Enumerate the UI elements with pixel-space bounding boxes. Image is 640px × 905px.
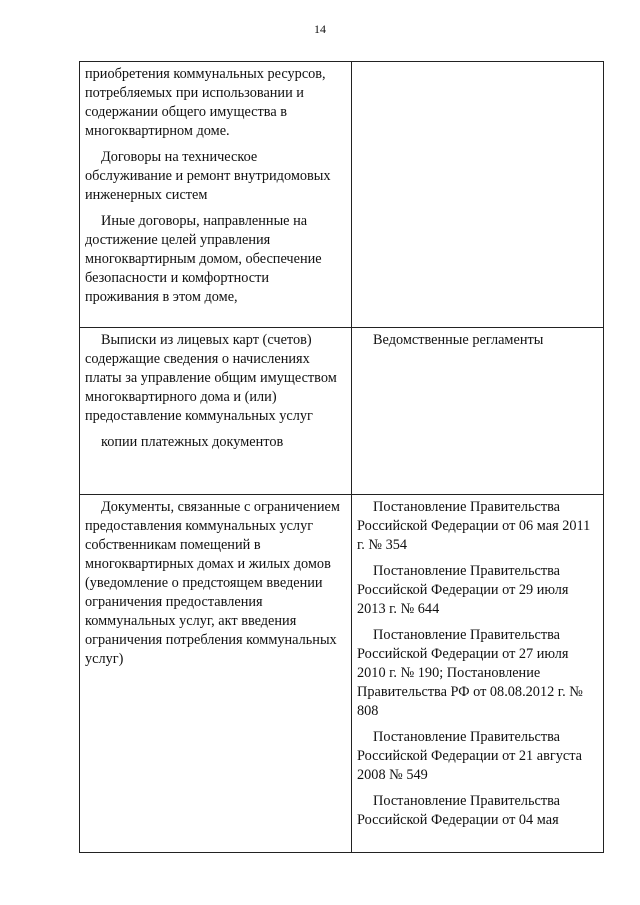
table-row	[80, 328, 604, 495]
cell-paragraph: приобретения коммунальных ресурсов, потребляемых при использовании и содержании общего имущества в многоквартирном доме.	[85, 66, 326, 139]
cell-paragraph: Выписки из лицевых карт (счетов) содержащие сведения о начислениях платы за управление общим имуществом многоквартирного дома и (или) предоставление коммунальных услуг	[85, 332, 337, 424]
cell-paragraph: копии платежных документов	[101, 434, 284, 450]
cell-paragraph: Постановление Правительства Российской Федерации от 21 августа 2008 № 549	[357, 729, 583, 783]
table-row	[80, 495, 604, 853]
cell-paragraph: Постановление Правительства Российской Федерации от 06 мая 2011 г. № 354	[357, 499, 591, 553]
table-cell-basis	[352, 495, 604, 853]
cell-paragraph: Постановление Правительства Российской Федерации от 27 июля 2010 г. № 190; Постановление Правительства РФ от 08.08.2012 г. № 808	[357, 627, 583, 719]
cell-paragraph: Постановление Правительства Российской Федерации от 04 мая	[357, 793, 560, 828]
cell-paragraph: Документы, связанные с ограничением предоставления коммунальных услуг собственникам помещений в многоквартирных домах и жилых домов (уведомление о предстоящем введении ограничения предоставления коммунальных услуг, акт введения ограничения потребления коммунальных услуг)	[85, 499, 340, 667]
cell-paragraph: Иные договоры, направленные на достижение целей управления многоквартирным домом, обеспечение безопасности и комфортности проживания в этом доме,	[85, 213, 322, 305]
page-number: 14	[314, 22, 326, 36]
table-cell-basis	[352, 62, 604, 328]
table-cell-basis	[352, 328, 604, 495]
table-cell-documents	[80, 328, 352, 495]
cell-paragraph: Постановление Правительства Российской Федерации от 29 июля 2013 г. № 644	[357, 563, 569, 617]
cell-paragraph: Договоры на техническое обслуживание и ремонт внутридомовых инженерных систем	[85, 149, 331, 203]
documents-table	[79, 61, 604, 853]
table-cell-documents	[80, 495, 352, 853]
cell-paragraph: Ведомственные регламенты	[373, 332, 544, 348]
table-row	[80, 62, 604, 328]
table-cell-documents	[80, 62, 352, 328]
